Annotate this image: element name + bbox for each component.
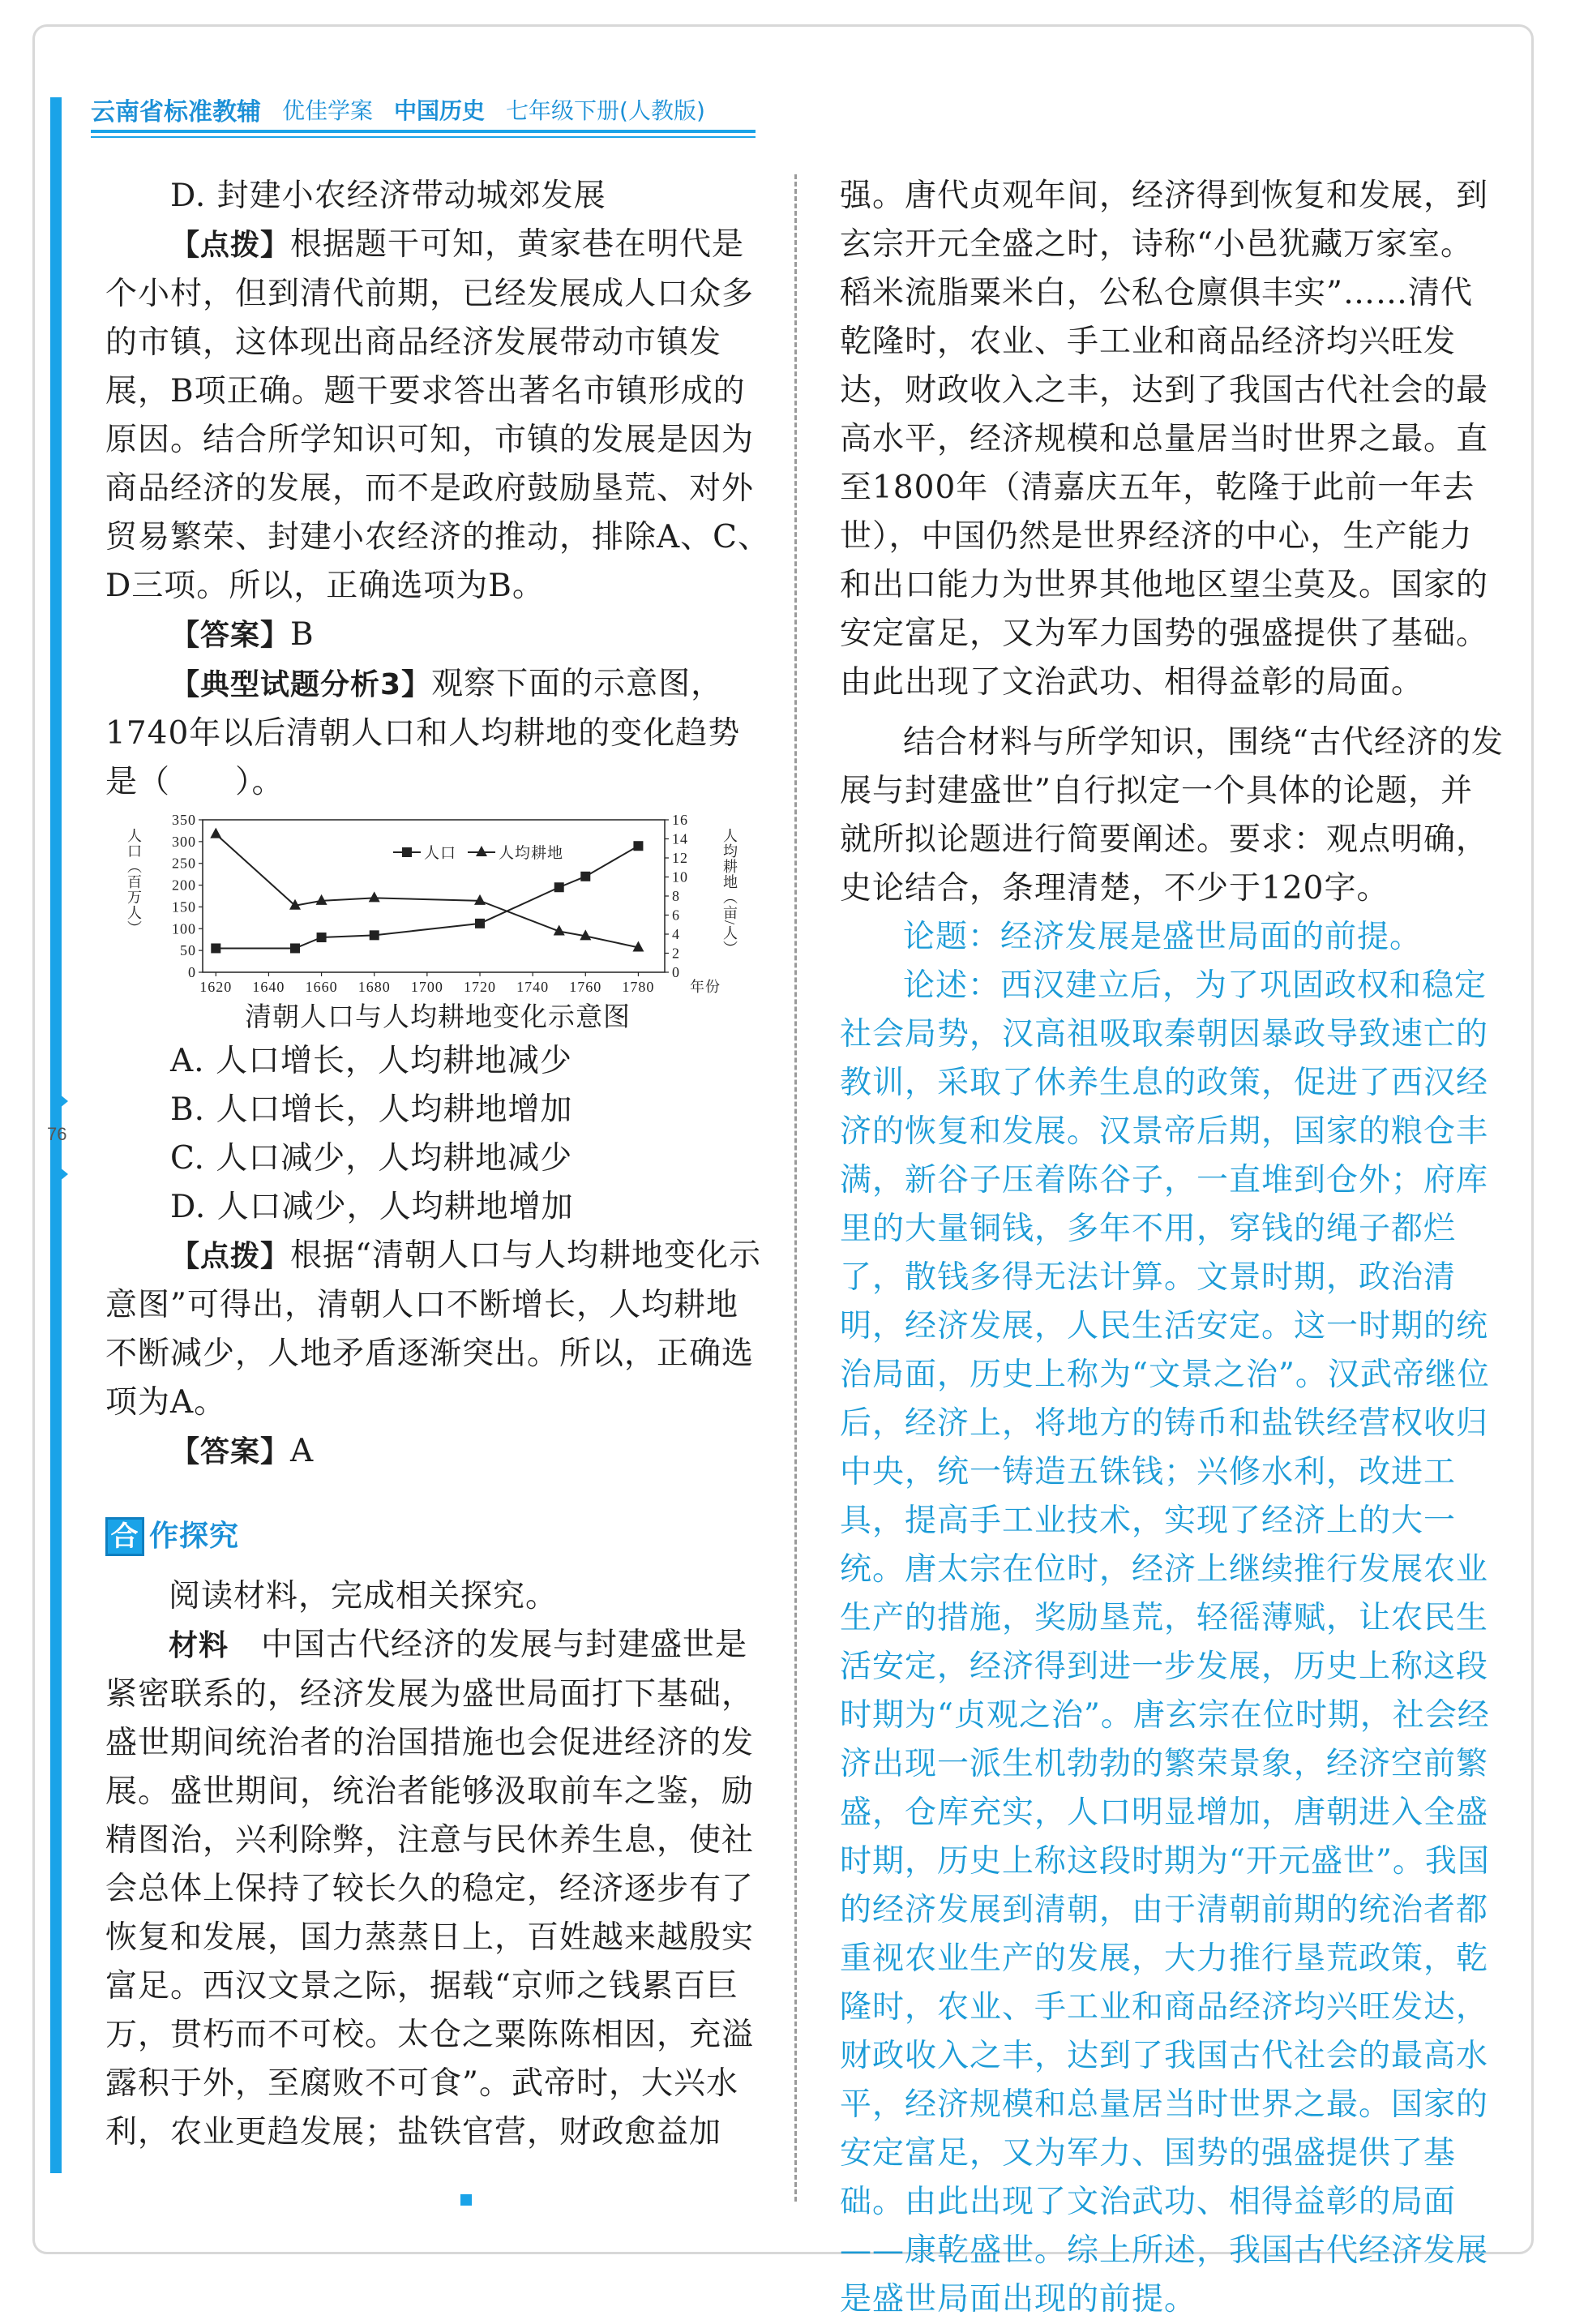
argument: 论述：西汉建立后，为了巩固政权和稳定社会局势，汉高祖吸取秦朝因暴政导致速亡的教训，采取了休养生息的政策，促进了西汉经济的恢复和发展。汉景帝后期，国家的粮仓丰满，新谷子压着陈谷子，一直堆到仓外；府库里的大量铜钱，多年不用，穿钱的绳子都烂了，散钱多得无法计算。文景时期，政治清明，经济发展，人民生活安定。这一时期的统治局面，历史上称为“文景之治”。汉武帝继位后，经济上，将地方的铸币和盐铁经营权收归中央，统一铸造五铢钱；兴修水利，改进工具，提高手工业技术，实现了经济上的大一统。唐太宗在位时，经济上继续推行发展农业生产的措施，奖励垦荒，轻徭薄赋，让农民生活安定，经济得到进一步发展，历史上称这段时期为“贞观之治”。唐玄宗在位时期，社会经济出现一派生机勃勃的繁荣景象，经济空前繁盛，仓库充实，人口明显增加，唐朝进入全盛时期，历史上称这段时期为“开元盛世”。我国的经济发展到清朝，由于清朝前期的统治者都重视农业生产的发展，大力推行垦荒政策，乾隆时，农业、手工业和商品经济均兴旺发达，财政收入之丰，达到了我国古代社会的最高水平，经济规模和总量居当时世界之最。国家的安定富足，又为军力、国势的强盛提供了基础。由此出现了文治武功、相得益彰的局面——康乾盛世。综上所述，我国古代经济发展是盛世局面出现的前提。 [840, 967, 1490, 2318]
x-tick-label: 1700 [410, 979, 443, 995]
population-point [290, 943, 300, 953]
farmland-point [369, 891, 380, 902]
option-b: B. 人口增长，人均耕地增加 [170, 1091, 573, 1128]
y-right-tick-label: 4 [672, 926, 680, 942]
coop-title-text: 作探究 [149, 1520, 240, 1553]
legend-label-population: 人口 [424, 845, 457, 862]
x-tick-label: 1640 [252, 979, 285, 995]
chart-caption: 清朝人口与人均耕地变化示意图 [245, 1001, 631, 1032]
farmland-point [316, 894, 327, 905]
x-tick-label: 1680 [357, 979, 391, 995]
answer-2 [105, 1427, 770, 1477]
header-book: 优佳学案 [282, 97, 374, 124]
material-tag: 材料 [169, 1629, 229, 1662]
y-left-tick-label: 150 [172, 898, 196, 915]
farmland-point [474, 894, 486, 905]
population-point [633, 841, 643, 851]
y-right-tick-label: 6 [672, 907, 680, 924]
y-right-tick-label: 14 [672, 830, 688, 847]
x-tick-label: 1760 [569, 979, 602, 995]
x-axis-label: 年份 [690, 979, 721, 995]
answer-1 [105, 611, 770, 660]
option-a: A. 人口增长，人均耕地减少 [170, 1043, 572, 1079]
y-right-tick-label: 10 [672, 868, 688, 885]
y-right-tick-label: 2 [672, 945, 680, 962]
population-point [554, 882, 564, 892]
population-point [317, 933, 327, 942]
y-left-tick-label: 100 [172, 920, 196, 937]
population-point [370, 930, 379, 940]
y-left-tick-label: 0 [188, 964, 196, 980]
answer-1-value: B [290, 616, 315, 653]
question-3-tag: 【典型试题分析3】 [170, 668, 432, 701]
plot-frame [203, 820, 665, 972]
hint-1 [105, 221, 770, 611]
header-subject: 中国历史 [394, 97, 486, 124]
hint-1-text: 根据题干可知，黄家巷在明代是个小村，但到清代前期，已经发展成人口众多的市镇，这体现出商品经济发展带动市镇发展，B项正确。题干要求答出著名市镇形成的原因。结合所学知识可知，市镇的发展是因为商品经济的发展，而不是政府鼓励垦荒、对外贸易繁荣、封建小农经济的推动，排除A、C、D三项。所以，正确选项为B。 [105, 226, 771, 604]
column-divider [794, 174, 797, 2202]
header-rule [91, 130, 756, 133]
population-point [580, 872, 590, 881]
y-right-label: 人均耕地（亩/人） [721, 828, 738, 957]
option-c: C. 人口减少，人均耕地减少 [170, 1140, 573, 1177]
cooperation-section-title [105, 1512, 770, 1561]
x-tick-label: 1620 [199, 979, 233, 995]
y-left-tick-label: 50 [180, 942, 196, 959]
coop-box-icon: 合 [105, 1517, 144, 1556]
hint-1-tag: 【点拨】 [170, 229, 291, 262]
y-left-tick-label: 350 [172, 812, 196, 828]
x-tick-label: 1720 [464, 979, 496, 995]
bottom-marker [460, 2194, 472, 2206]
right-column [840, 172, 1505, 2324]
legend-label-farmland: 人均耕地 [499, 845, 564, 862]
answer-1-tag: 【答案】 [170, 619, 291, 652]
y-right-tick-label: 16 [672, 812, 688, 828]
page-number: 76 [47, 1124, 67, 1144]
material-continued: 强。唐代贞观年间，经济得到恢复和发展，到玄宗开元全盛之时，诗称“小邑犹藏万家室。稻米流脂粟米白，公私仓廪俱丰实”……清代乾隆时，农业、手工业和商品经济均兴旺发达，财政收入之丰，达到了我国古代社会的最高水平，经济规模和总量居当时世界之最。直至1800年（清嘉庆五年，乾隆于此前一年去世），中国仍然是世界经济的中心，生产能力和出口能力为世界其他地区望尘莫及。国家的安定富足，又为军力国势的强盛提供了基础。由此出现了文治武功、相得益彰的局面。 [840, 178, 1489, 701]
header-grade: 七年级下册(人教版) [506, 97, 705, 124]
x-tick-label: 1660 [305, 979, 338, 995]
header-rule-thin [91, 136, 756, 138]
side-notch-bottom [50, 1160, 68, 1189]
population-chart [105, 810, 770, 997]
option-d: D. 人口减少，人均耕地增加 [170, 1189, 574, 1225]
left-column [105, 172, 770, 2157]
y-left-tick-label: 250 [172, 855, 196, 872]
y-right-tick-label: 12 [672, 850, 688, 866]
task-prompt: 结合材料与所学知识，围绕“古代经济的发展与封建盛世”自行拟定一个具体的论题，并就所拟论题进行简要阐述。要求：观点明确，史论结合，条理清楚，不少于120字。 [840, 724, 1504, 907]
y-left-tick-label: 300 [172, 833, 196, 850]
answer-2-value: A [290, 1433, 315, 1469]
population-point [475, 919, 485, 928]
header-series: 云南省标准教辅 [91, 98, 261, 126]
material [105, 1621, 770, 2157]
x-tick-label: 1780 [622, 979, 655, 995]
legend-marker-population [402, 847, 412, 857]
question-3 [105, 660, 770, 807]
y-left-label: 人口（百万人） [126, 828, 142, 936]
read-prompt: 阅读材料，完成相关探究。 [169, 1578, 559, 1614]
question-3-text: 观察下面的示意图，1740年以后清朝人口和人均耕地的变化趋势是（ ）。 [105, 666, 741, 800]
y-right-tick-label: 0 [672, 964, 680, 980]
y-left-tick-label: 200 [172, 877, 196, 894]
legend-marker-farmland [476, 846, 487, 856]
chart-svg [105, 810, 770, 997]
thesis: 论题：经济发展是盛世局面的前提。 [903, 919, 1423, 955]
population-point [211, 943, 220, 953]
x-tick-label: 1740 [516, 979, 550, 995]
page-header [91, 91, 705, 128]
material-text: 中国古代经济的发展与封建盛世是紧密联系的，经济发展为盛世局面打下基础，盛世期间统治者的治国措施也会促进经济的发展。盛世期间，统治者能够汲取前车之鉴，励精图治，兴利除弊，注意与民休养生息，使社会总体上保持了较长久的稳定，经济逐步有了恢复和发展，国力蒸蒸日上，百姓越来越殷实富足。西汉文景之际，据载“京师之钱累百巨万，贯朽而不可校。太仓之粟陈陈相因，充溢露积于外，至腐败不可食”。武帝时，大兴水利，农业更趋发展；盐铁官营，财政愈益加 [105, 1627, 755, 2150]
y-right-tick-label: 8 [672, 888, 680, 904]
hint-2 [105, 1232, 770, 1427]
previous-option-d: D. 封建小农经济带动城郊发展 [170, 178, 606, 214]
hint-2-tag: 【点拨】 [170, 1240, 291, 1273]
answer-2-tag: 【答案】 [170, 1435, 291, 1469]
side-notch-top [50, 1087, 68, 1116]
farmland-point [210, 828, 221, 838]
hint-2-text: 根据“清朝人口与人均耕地变化示意图”可得出，清朝人口不断增长，人均耕地不断减少，人地矛盾逐渐突出。所以，正确选项为A。 [105, 1237, 761, 1421]
